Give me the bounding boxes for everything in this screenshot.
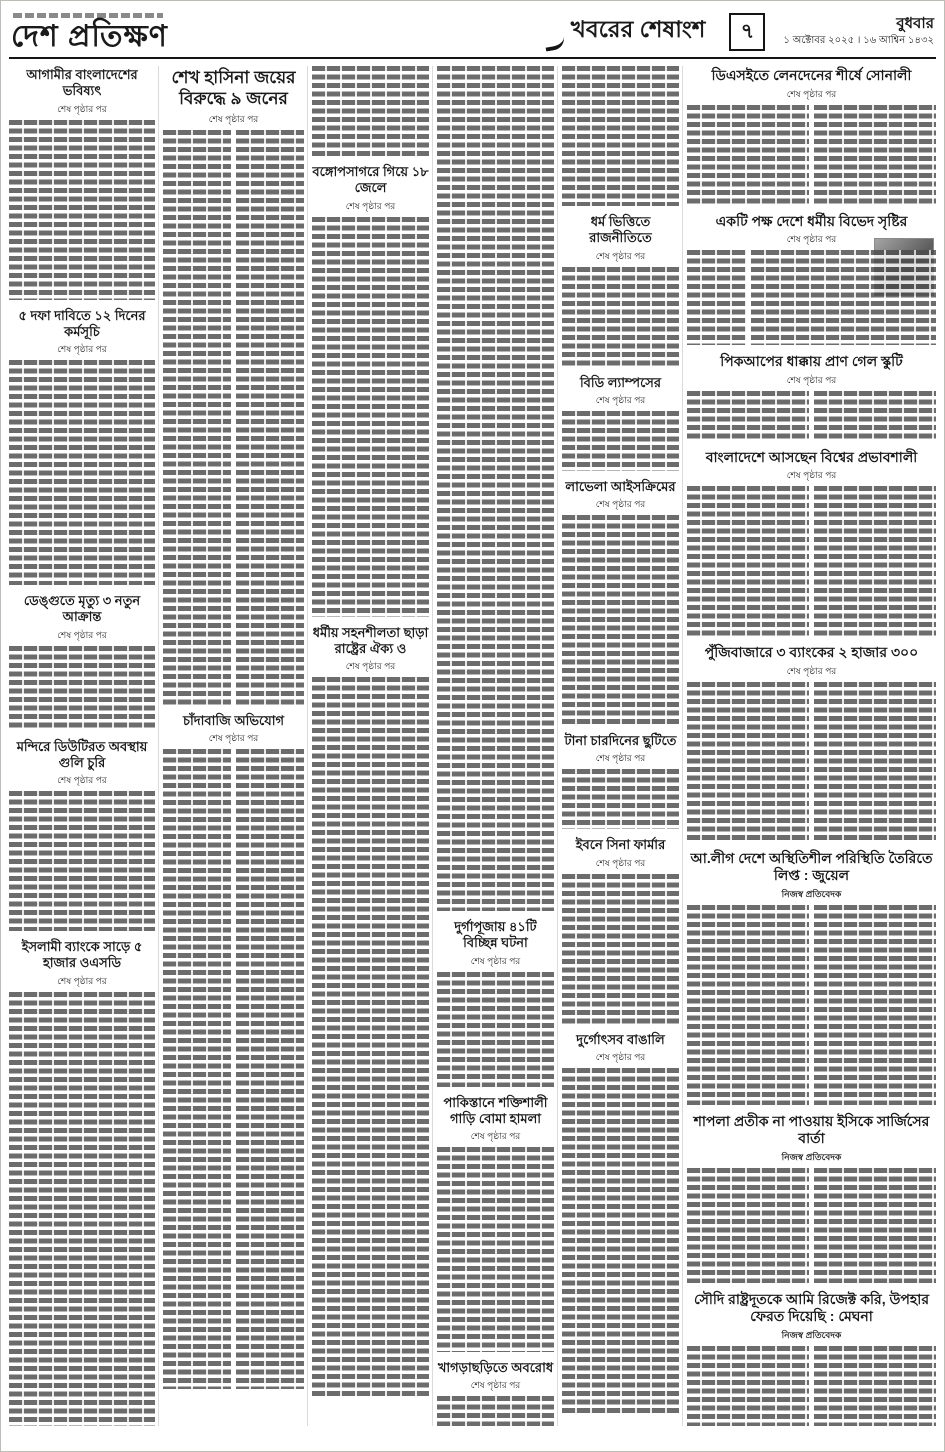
column-1	[9, 66, 155, 1426]
article-body	[562, 1068, 679, 1413]
column-right	[682, 66, 936, 1426]
article-body	[687, 1168, 936, 1283]
article	[9, 592, 155, 731]
article	[9, 938, 155, 1426]
article	[687, 212, 936, 346]
article	[687, 849, 936, 1105]
headline: দুর্গাপূজায় ৪১টি বিচ্ছিন্ন ঘটনা	[454, 919, 537, 951]
headline: মন্দিরে ডিউটিরত অবস্থায় গুলি চুরি	[16, 738, 148, 770]
article	[562, 213, 679, 367]
article	[687, 352, 936, 441]
headline: ধর্মীয় সহনশীলতা ছাড়া রাষ্ট্রের ঐক্য ও	[312, 624, 429, 656]
headline: খাগড়াছড়িতে অবরোধ	[437, 1360, 554, 1375]
section-header	[545, 11, 706, 52]
article-body	[9, 120, 155, 300]
headline: বঙ্গোপসাগরে গিয়ে ১৮ জেলে	[312, 164, 429, 196]
continued-note: শেষ পৃষ্ঠার পর	[208, 113, 259, 124]
continued-note: শেষ পৃষ্ঠার পর	[786, 665, 837, 676]
date-block	[783, 15, 934, 52]
headline: পুঁজিবাজারে ৩ ব্যাংকের ২ হাজার ৩০০	[704, 644, 919, 660]
article-body-column	[236, 749, 304, 1389]
page-content	[9, 66, 936, 1426]
page-number: ৭	[729, 13, 765, 51]
continued-note: শেষ পৃষ্ঠার পর	[470, 1131, 521, 1141]
article-body-column	[687, 905, 809, 1105]
article	[312, 163, 429, 617]
masthead-tagline-placeholder	[13, 13, 163, 18]
continued-note: শেষ পৃষ্ঠার পর	[595, 250, 646, 261]
article-body	[9, 791, 155, 931]
article	[687, 66, 936, 205]
headline: আগামীর বাংলাদেশের ভবিষ্যৎ	[26, 67, 138, 99]
headline: বিডি ল্যাম্পসের	[579, 374, 662, 390]
article-body	[562, 267, 679, 367]
article	[562, 478, 679, 725]
byline: নিজস্ব প্রতিবেদক	[781, 1151, 842, 1162]
article	[9, 66, 155, 300]
article	[562, 836, 679, 1023]
column-2	[158, 66, 304, 1426]
byline: নিজস্ব প্রতিবেদক	[781, 888, 842, 899]
article-body-column	[687, 1346, 809, 1426]
article-body-column	[814, 105, 936, 205]
headline: ইসলামী ব্যাংকে সাড়ে ৫ হাজার ওএসডি	[21, 939, 143, 971]
article-body-column	[814, 391, 936, 441]
continued-note: শেষ পৃষ্ঠার পর	[470, 1380, 521, 1391]
article	[562, 1031, 679, 1413]
continued-note: শেষ পৃষ্ঠার পর	[786, 374, 837, 385]
section-title: খবরের শেষাংশ	[570, 16, 706, 42]
section-flourish-icon	[544, 36, 566, 51]
continued-note: শেষ পৃষ্ঠার পর	[57, 975, 107, 986]
article-body	[562, 874, 679, 1024]
article-body	[562, 515, 679, 725]
column-4	[432, 66, 554, 1426]
headline: সৌদি রাষ্ট্রদূতকে আমি রিজেক্ট করি, উপহার ফেরত দিয়েছি : মেঘনা	[693, 1290, 930, 1324]
article-body-column	[751, 250, 936, 345]
article-body-column	[687, 1168, 809, 1283]
headline: বাংলাদেশে আসছেন বিশ্বের প্রভাবশালী	[705, 448, 918, 465]
headline: চাঁদাবাজি অভিযোগ	[182, 712, 285, 728]
article-body	[687, 486, 936, 636]
continued-note: শেষ পৃষ্ঠার পর	[345, 661, 396, 671]
article	[312, 624, 429, 1398]
continued-note: শেষ পৃষ্ঠার পর	[345, 200, 396, 211]
article	[437, 918, 554, 1087]
article	[9, 738, 155, 932]
article-body	[687, 1346, 936, 1426]
article-body	[163, 749, 304, 1389]
article	[163, 66, 304, 705]
article-body	[687, 250, 936, 345]
continued-note: শেষ পৃষ্ঠার পর	[57, 629, 107, 640]
headline: ৫ দফা দাবিতে ১২ দিনের কর্মসূচি	[18, 307, 146, 339]
article-body	[687, 682, 936, 842]
headline: ধর্ম ভিত্তিতে রাজনীতিতে	[589, 214, 652, 246]
article-body-column	[814, 1346, 936, 1426]
article	[562, 374, 679, 471]
article-body-column	[687, 391, 809, 441]
article	[9, 307, 155, 586]
headline: ইবনে সিনা ফার্মার	[575, 837, 666, 853]
continued-note: শেষ পৃষ্ঠার পর	[595, 394, 646, 405]
headline: দুর্গোৎসব বাঙালি	[576, 1031, 665, 1047]
article-body-column	[236, 130, 304, 705]
article-body-column	[814, 1168, 936, 1283]
article-body-column	[163, 749, 231, 1389]
continued-note: শেষ পৃষ্ঠার পর	[786, 234, 837, 244]
article	[437, 1359, 554, 1426]
article-continuation	[312, 66, 429, 156]
headline: পিকআপের ধাক্কায় প্রাণ গেল স্কুটি	[720, 353, 903, 369]
article	[562, 732, 679, 829]
continued-note: শেষ পৃষ্ঠার পর	[595, 857, 646, 868]
article-body	[562, 411, 679, 471]
continued-note: শেষ পৃষ্ঠার পর	[595, 753, 646, 764]
article-body-column	[814, 486, 936, 636]
article-body	[687, 391, 936, 441]
masthead-title: দেশ প্রতিক্ষণ	[11, 20, 168, 53]
continued-note: শেষ পৃষ্ঠার পর	[57, 775, 107, 785]
column-3	[307, 66, 429, 1426]
continued-note: শেষ পৃষ্ঠার পর	[786, 470, 837, 480]
headline: লাভেলা আইসক্রিমের	[565, 478, 676, 494]
continued-note: শেষ পৃষ্ঠার পর	[57, 344, 107, 354]
continued-note: শেষ পৃষ্ঠার পর	[595, 499, 646, 509]
article-body	[562, 769, 679, 829]
article-body-column	[687, 250, 746, 345]
article-body	[437, 1147, 554, 1352]
headline: শেখ হাসিনা জয়ের বিরুদ্ধে ৯ জনের	[171, 68, 296, 109]
article-body-column	[814, 905, 936, 1105]
headline: ডিএসইতে লেনদেনের শীর্ষে সোনালী	[711, 67, 912, 83]
article-body-column	[687, 486, 809, 636]
article-body	[9, 646, 155, 731]
header-rule	[9, 57, 936, 59]
article-body	[687, 105, 936, 205]
article-body-column	[814, 682, 936, 842]
article-body-column	[687, 105, 809, 205]
article	[687, 1112, 936, 1283]
headline: আ.লীগ দেশে অস্থিতিশীল পরিস্থিতি তৈরিতে লিপ্ত : জুয়েল	[690, 849, 933, 883]
continued-note: শেষ পৃষ্ঠার পর	[470, 955, 521, 966]
article-body-column	[163, 130, 231, 705]
article-body-column	[687, 682, 809, 842]
article	[437, 1094, 554, 1353]
article	[687, 643, 936, 842]
article-body	[163, 130, 304, 705]
continued-note: শেষ পৃষ্ঠার পর	[595, 1051, 646, 1062]
byline: নিজস্ব প্রতিবেদক	[781, 1329, 842, 1340]
article-body	[687, 905, 936, 1105]
article-body	[312, 677, 429, 1397]
article-body	[437, 1396, 554, 1426]
continued-note: শেষ পৃষ্ঠার পর	[57, 103, 107, 114]
article-body	[9, 360, 155, 585]
headline: টানা চারদিনের ছুটিতে	[564, 733, 677, 748]
continued-note: শেষ পৃষ্ঠার পর	[208, 732, 259, 743]
headline: পাকিস্তানে শক্তিশালী গাড়ি বোমা হামলা	[443, 1094, 548, 1126]
headline: শাপলা প্রতীক না পাওয়ায় ইসিকে সার্জিসের বার্তা	[693, 1112, 930, 1146]
column-5	[557, 66, 679, 1426]
masthead	[9, 7, 936, 54]
article	[687, 1290, 936, 1426]
article	[163, 712, 304, 1389]
weekday: বুধবার	[896, 15, 934, 32]
article-body	[312, 217, 429, 617]
article-body	[9, 992, 155, 1427]
headline: ডেঙ্গুতে মৃত্যু ৩ নতুন আক্রান্ত	[23, 593, 141, 625]
headline: একটি পক্ষ দেশে ধর্মীয় বিভেদ সৃষ্টির	[715, 212, 908, 229]
continued-note: শেষ পৃষ্ঠার পর	[786, 88, 837, 99]
masthead-block	[11, 11, 168, 52]
article-continuation	[437, 66, 554, 911]
article-body	[437, 972, 554, 1087]
date-line: ১ অক্টোবর ২০২৫ । ১৬ আশ্বিন ১৪৩২	[783, 35, 934, 46]
article	[687, 448, 936, 637]
article-continuation	[562, 66, 679, 206]
